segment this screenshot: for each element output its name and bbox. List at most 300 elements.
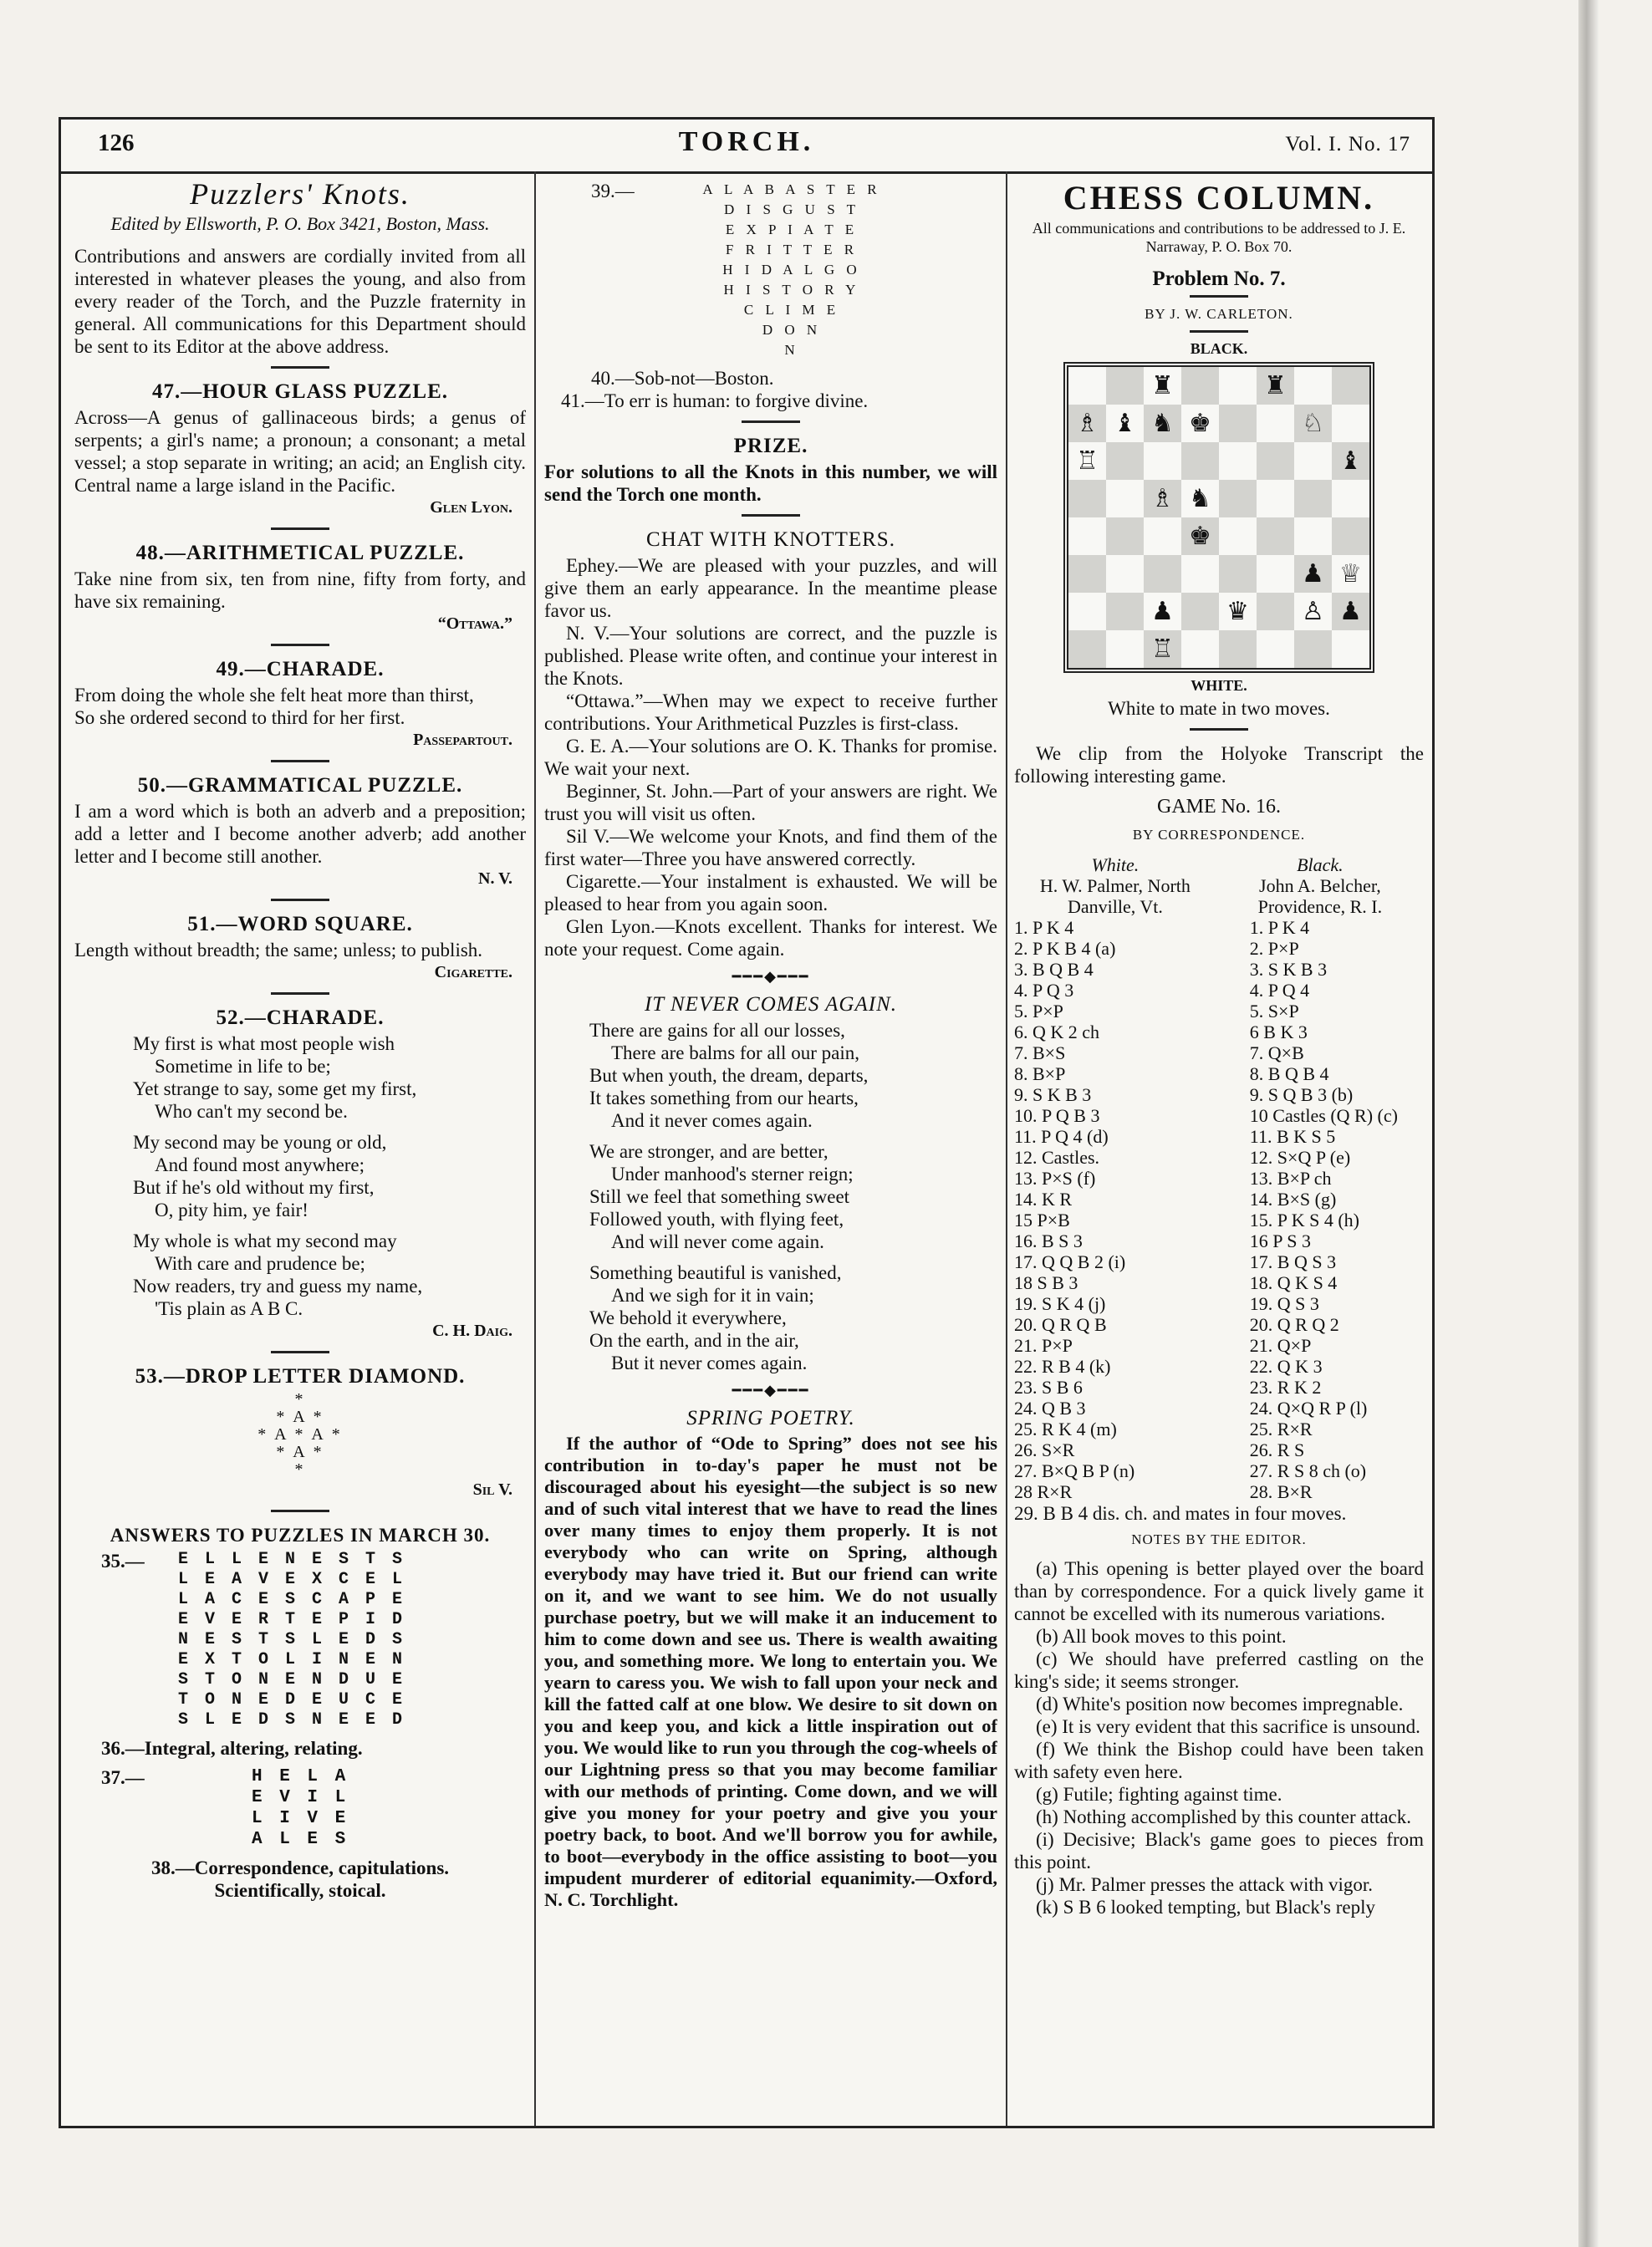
white-move: 27. B×Q B P (n)	[1014, 1460, 1135, 1481]
board-square: ♜	[1257, 367, 1294, 405]
grid-row: H I S T O R Y	[723, 282, 860, 298]
move-row	[1014, 1126, 1424, 1147]
black-heading: Black.	[1297, 854, 1344, 875]
white-player: H. W. Palmer, North Danville, Vt.	[1039, 875, 1191, 917]
chess-board	[1063, 362, 1374, 673]
board-square	[1068, 593, 1106, 630]
move-row	[1014, 959, 1424, 980]
editor-line: Edited by Ellsworth, P. O. Box 3421, Boston, Mass.	[110, 213, 490, 234]
board-square	[1257, 480, 1294, 517]
ornament-divider: ━━━◆━━━	[732, 968, 810, 985]
board-square: ♛	[1219, 593, 1257, 630]
move-row	[1014, 1419, 1424, 1439]
answer-41: 41.—To err is human: to forgive divine.	[561, 390, 869, 411]
black-move: 24. Q×Q R P (l)	[1249, 1398, 1368, 1419]
answers-title: ANSWERS TO PUZZLES IN MARCH 30.	[110, 1525, 491, 1546]
chat-entry: N. V.—Your solutions are correct, and the puzzle is published. Please write often, and continue your interest in the Knots.	[544, 623, 997, 689]
puzzle-title: 49.—CHARADE.	[216, 658, 385, 680]
move-row	[1014, 938, 1424, 959]
move-row	[1014, 1189, 1424, 1210]
white-move: 25. R K 4 (m)	[1014, 1419, 1117, 1439]
grid-row: E V I L	[252, 1788, 349, 1807]
puzzle-title: 52.—CHARADE.	[216, 1006, 385, 1029]
final-move: 29. B B 4 dis. ch. and mates in four moves.	[1014, 1503, 1347, 1524]
move-row	[1014, 1481, 1424, 1502]
notes-title: NOTES BY THE EDITOR.	[1131, 1531, 1307, 1547]
editor-note: (j) Mr. Palmer presses the attack with vigor.	[1036, 1874, 1374, 1895]
verse-line: But if he's old without my first,	[133, 1177, 375, 1198]
puzzle-title: 53.—DROP LETTER DIAMOND.	[135, 1365, 466, 1388]
board-square	[1257, 442, 1294, 480]
chat-entry: Sil V.—We welcome your Knots, and find them of the first water—Three you have answered correctly.	[544, 826, 997, 869]
white-move: 20. Q R Q B	[1014, 1314, 1107, 1335]
board-square: ♟	[1144, 593, 1181, 630]
white-move: 6. Q K 2 ch	[1014, 1022, 1100, 1042]
white-move: 2. P K B 4 (a)	[1014, 938, 1116, 959]
move-row	[1014, 1042, 1424, 1063]
verse-line: My second may be young or old,	[133, 1132, 387, 1153]
puzzle-title: 51.—WORD SQUARE.	[187, 913, 413, 935]
diamond-row: *	[294, 1390, 306, 1409]
move-row	[1014, 1398, 1424, 1419]
verse-line: O, pity him, ye fair!	[155, 1200, 308, 1220]
prize-text: For solutions to all the Knots in this number, we will send the Torch one month.	[544, 461, 997, 505]
board-square	[1219, 630, 1257, 668]
grid-row: D O N	[762, 322, 822, 338]
chat-entry: Ephey.—We are pleased with your puzzles, and will give them an early appearance. In the meantime please favor us.	[544, 555, 997, 621]
board-square: ♙	[1294, 593, 1332, 630]
chess-diagram	[1062, 338, 1376, 697]
editor-note: (f) We think the Bishop could have been taken with safety even here.	[1014, 1739, 1424, 1782]
editor-note: (k) S B 6 looked tempting, but Black's reply	[1036, 1897, 1375, 1918]
board-square: ♖	[1068, 442, 1106, 480]
board-square: ♘	[1294, 405, 1332, 442]
black-move: 15. P K S 4 (h)	[1249, 1210, 1359, 1230]
black-move: 26. R S	[1249, 1439, 1305, 1460]
board-square	[1144, 517, 1181, 555]
puzzle-line: From doing the whole she felt heat more than thirst,	[74, 685, 474, 706]
board-square: ♟	[1294, 555, 1332, 593]
board-square	[1257, 517, 1294, 555]
white-move: 12. Castles.	[1014, 1147, 1100, 1168]
puzzle-signature: Cigarette.	[434, 963, 512, 981]
answer-40: 40.—Sob-not—Boston.	[591, 368, 774, 389]
black-move: 18. Q K S 4	[1249, 1272, 1338, 1293]
board-square	[1106, 555, 1144, 593]
diamond-figure	[74, 1391, 526, 1479]
divider	[742, 420, 800, 423]
puzzle-line: So she ordered second to third for her first.	[74, 707, 405, 728]
board-square: ♝	[1106, 405, 1144, 442]
move-row	[1014, 1230, 1424, 1251]
board-square	[1219, 480, 1257, 517]
white-move: 5. P×P	[1014, 1001, 1063, 1022]
board-square	[1294, 517, 1332, 555]
verse-line: We behold it everywhere,	[589, 1307, 787, 1328]
column-rule	[1006, 171, 1007, 2126]
black-move: 2. P×P	[1249, 938, 1299, 959]
board-square: ♚	[1181, 517, 1219, 555]
column-puzzlers-knots	[74, 180, 526, 2119]
white-move: 13. P×S (f)	[1014, 1168, 1096, 1189]
move-row	[1014, 1377, 1424, 1398]
black-label: BLACK.	[1190, 340, 1248, 357]
black-move: 17. B Q S 3	[1249, 1251, 1337, 1272]
board-square: ♝	[1332, 442, 1369, 480]
answer-grid	[178, 1550, 405, 1730]
board-square: ♜	[1144, 367, 1181, 405]
board-square	[1181, 367, 1219, 405]
board-square	[1106, 593, 1144, 630]
intro-text: Contributions and answers are cordially invited from all interested in whatever pleases the young, and also from every reader of the Torch, and the Puzzle fraternity in general. All communications for this Department should be sent to its Editor at the above address.	[74, 246, 526, 357]
board-square	[1294, 630, 1332, 668]
grid-row: E X P I A T E	[725, 222, 859, 237]
divider	[271, 992, 329, 995]
page-number: 126	[98, 130, 135, 156]
white-move: 14. K R	[1014, 1189, 1073, 1210]
puzzle-signature: C. H. Daig.	[432, 1322, 512, 1340]
page-edge-shadow	[1578, 0, 1598, 2247]
editor-note: (g) Futile; fighting against time.	[1036, 1784, 1282, 1805]
article-title: SPRING POETRY.	[686, 1407, 855, 1429]
black-player: John A. Belcher, Providence, R. I.	[1257, 875, 1383, 917]
volume-label: Vol. I. No. 17	[1285, 133, 1410, 155]
black-move: 19. Q S 3	[1249, 1293, 1319, 1314]
answer-label: 39.—	[591, 181, 635, 201]
chat-entry: “Ottawa.”—When may we expect to receive further contributions. Your Arithmetical Puzzles is first-class.	[544, 690, 997, 734]
white-move: 11. P Q 4 (d)	[1014, 1126, 1109, 1147]
white-move: 18 S B 3	[1014, 1272, 1078, 1293]
divider	[1190, 728, 1248, 731]
verse-line: Something beautiful is vanished,	[589, 1262, 842, 1283]
grid-row: S L E D S N E E D	[178, 1710, 406, 1730]
white-move: 4. P Q 3	[1014, 980, 1074, 1001]
grid-row: L A C E S C A P E	[178, 1590, 406, 1609]
verse-line: Who can't my second be.	[155, 1101, 348, 1122]
diamond-row: * A * A *	[257, 1425, 343, 1444]
board-square	[1106, 367, 1144, 405]
masthead: TORCH.	[678, 126, 815, 157]
board-square: ♗	[1144, 480, 1181, 517]
board-square	[1294, 367, 1332, 405]
grid-row: E L L E N E S T S	[178, 1550, 406, 1569]
answer-38: 38.—Correspondence, capitulations. Scientifically, stoical.	[150, 1857, 450, 1901]
divider	[271, 760, 329, 762]
game-moves-table	[1014, 854, 1424, 1502]
grid-row: D I S G U S T	[724, 201, 859, 217]
board-square	[1068, 555, 1106, 593]
board-square: ♖	[1144, 630, 1181, 668]
chat-entry: Cigarette.—Your instalment is exhausted. We will be pleased to hear from you again soon.	[544, 871, 997, 915]
white-move: 16. B S 3	[1014, 1230, 1083, 1251]
answer-35	[74, 1550, 526, 1730]
divider	[271, 527, 329, 530]
board-square	[1068, 480, 1106, 517]
white-label: WHITE.	[1191, 677, 1247, 694]
board-square	[1068, 630, 1106, 668]
newspaper-page	[59, 117, 1435, 2128]
board-square	[1257, 630, 1294, 668]
verse-line: We are stronger, and are better,	[589, 1141, 829, 1162]
verse-line: There are gains for all our losses,	[589, 1020, 845, 1041]
move-row	[1014, 1001, 1424, 1022]
board-square: ♚	[1181, 405, 1219, 442]
divider	[742, 514, 800, 517]
white-move: 3. B Q B 4	[1014, 959, 1094, 980]
grid-row: F R I T T E R	[725, 242, 859, 257]
poem-verse	[589, 1019, 997, 1374]
black-move: 1. P K 4	[1249, 917, 1310, 938]
answer-37	[74, 1766, 526, 1850]
game-title: GAME No. 16.	[1157, 796, 1281, 818]
grid-row: H I D A L G O	[722, 262, 861, 278]
column-rule	[534, 171, 536, 2126]
board-square	[1106, 442, 1144, 480]
board-square	[1294, 442, 1332, 480]
move-row	[1014, 1168, 1424, 1189]
verse-line: And found most anywhere;	[155, 1154, 365, 1175]
game-subtitle: BY CORRESPONDENCE.	[1132, 827, 1306, 843]
chat-entry: G. E. A.—Your solutions are O. K. Thanks for promise. We wait your next.	[544, 736, 997, 779]
editor-note: (a) This opening is better played over the board than by correspondence. For a quick lively game it cannot be excelled with its numerous variations.	[1014, 1558, 1424, 1624]
board-square	[1332, 480, 1369, 517]
move-row	[1014, 1251, 1424, 1272]
move-row	[1014, 1439, 1424, 1460]
board-square	[1219, 367, 1257, 405]
move-row	[1014, 1293, 1424, 1314]
move-row	[1014, 1460, 1424, 1481]
board-square: ♗	[1068, 405, 1106, 442]
board-square	[1181, 555, 1219, 593]
article-text: If the author of “Ode to Spring” does not see his contribution in to-day's paper he must not be discouraged about his eyesight—the subject is so new and of such vital interest that we have to read the lines over many times to enjoy them properly. It is not everybody who can write on Spring, although everybody may have tried it. But our friend can write on it, and we want to see him. We do not usually purchase poetry, but we will make it an inducement to him to come down and see us. There is wealth awaiting you, and something more. We long to entertain you. We yearn to caress you. We wish to fall upon your neck and kill the fatted calf at one blow. We desire to sit down on you and keep you, and kick a little inspiration out of you. We would like to run you through the cog-wheels of our Lightning press so that you may become familiar with our methods of printing. Come down, and we will give you money for your poetry and give you your poetry back, to boot. And we'll borrow you for awhile, to boot—everybody in the office assisting to boot—you impudent murderer of editorial equanimity.—Oxford, N. C. Torchlight.	[544, 1433, 997, 1910]
verse-line: But when youth, the dream, departs,	[589, 1065, 869, 1086]
verse-line: And we sigh for it in vain;	[611, 1285, 814, 1306]
charade-verse	[133, 1032, 526, 1320]
move-row	[1014, 980, 1424, 1001]
puzzle-text: Length without breadth; the same; unless; to publish.	[74, 940, 483, 960]
white-move: 15 P×B	[1014, 1210, 1070, 1230]
black-move: 20. Q R Q 2	[1249, 1314, 1339, 1335]
editor-note: (b) All book moves to this point.	[1036, 1626, 1287, 1647]
grid-row: A L E S	[252, 1830, 349, 1849]
chess-column-title: CHESS COLUMN.	[1063, 180, 1375, 217]
verse-line: Under manhood's sterner reign;	[611, 1164, 854, 1185]
board-square	[1332, 367, 1369, 405]
grid-row: N E S T S L E D S	[178, 1630, 406, 1649]
board-square	[1219, 555, 1257, 593]
board-square	[1219, 405, 1257, 442]
verse-line: Still we feel that something sweet	[589, 1186, 850, 1207]
board-square	[1294, 480, 1332, 517]
divider	[271, 366, 329, 369]
black-move: 11. B K S 5	[1249, 1126, 1336, 1147]
divider	[271, 644, 329, 646]
move-row	[1014, 1335, 1424, 1356]
verse-line: And will never come again.	[611, 1231, 824, 1252]
editor-note: (d) White's position now becomes impregnable.	[1036, 1694, 1404, 1715]
white-move: 24. Q B 3	[1014, 1398, 1086, 1419]
grid-row: E V E R T E P I D	[178, 1610, 406, 1629]
board-square	[1068, 517, 1106, 555]
verse-line: There are balms for all our pain,	[611, 1042, 859, 1063]
editor-note: (e) It is very evident that this sacrifice is unsound.	[1036, 1716, 1420, 1737]
grid-row: N	[784, 342, 799, 358]
editor-note: (c) We should have preferred castling on the king's side; it seems stronger.	[1014, 1648, 1424, 1692]
board-square: ♕	[1332, 555, 1369, 593]
black-move: 6 B K 3	[1249, 1022, 1308, 1042]
verse-line: 'Tis plain as A B C.	[155, 1298, 303, 1319]
game-intro: We clip from the Holyoke Transcript the following interesting game.	[1014, 743, 1424, 787]
move-row	[1014, 1105, 1424, 1126]
move-row	[1014, 1147, 1424, 1168]
black-move: 27. R S 8 ch (o)	[1249, 1460, 1367, 1481]
prize-title: PRIZE.	[733, 435, 808, 457]
verse-line: Now readers, try and guess my name,	[133, 1276, 423, 1297]
move-row	[1014, 1356, 1424, 1377]
verse-line: Sometime in life to be;	[155, 1056, 331, 1077]
verse-line: My first is what most people wish	[133, 1033, 395, 1054]
chat-entry: Glen Lyon.—Knots excellent. Thanks for interest. We note your request. Come again.	[544, 916, 997, 960]
editor-note: (h) Nothing accomplished by this counter attack.	[1036, 1806, 1412, 1827]
board-square	[1332, 630, 1369, 668]
ornament-divider: ━━━◆━━━	[732, 1382, 810, 1399]
verse-line: On the earth, and in the air,	[589, 1330, 799, 1351]
white-move: 22. R B 4 (k)	[1014, 1356, 1111, 1377]
grid-row: S T O N E N D U E	[178, 1670, 406, 1689]
puzzle-title: 50.—GRAMMATICAL PUZZLE.	[137, 774, 463, 797]
answer-36: 36.—Integral, altering, relating.	[101, 1738, 363, 1759]
black-move: 28. B×R	[1249, 1481, 1313, 1502]
grid-row: T O N E D E U C E	[178, 1690, 406, 1709]
board-square: ♟	[1332, 593, 1369, 630]
white-move: 17. Q Q B 2 (i)	[1014, 1251, 1126, 1272]
board-square	[1219, 442, 1257, 480]
grid-row: C L I M E	[743, 302, 840, 318]
puzzle-text: Across—A genus of gallinaceous birds; a genus of serpents; a girl's name; a pronoun; a consonant; a metal vessel; a stop separate in writing; an acid; an English city. Central name a large island in the Pacific.	[74, 407, 526, 496]
black-move: 16 P S 3	[1249, 1230, 1311, 1251]
board-square	[1181, 442, 1219, 480]
puzzle-title: 47.—HOUR GLASS PUZZLE.	[151, 380, 448, 403]
puzzle-signature: Passepartout.	[413, 731, 512, 749]
diamond-row: * A *	[276, 1408, 324, 1426]
black-move: 10 Castles (Q R) (c)	[1249, 1105, 1398, 1126]
divider	[1190, 295, 1248, 298]
divider	[271, 1510, 329, 1512]
move-row	[1014, 1314, 1424, 1335]
grid-row: L E A V E X C E L	[178, 1570, 406, 1589]
puzzle-signature: Sil V.	[472, 1480, 512, 1499]
puzzle-signature: Glen Lyon.	[430, 498, 512, 517]
column-answers-chat	[544, 180, 997, 2119]
verse-line: And it never comes again.	[611, 1110, 813, 1131]
verse-line: It takes something from our hearts,	[589, 1088, 859, 1108]
board-square	[1144, 442, 1181, 480]
problem-title: Problem No. 7.	[1152, 268, 1286, 290]
editor-note: (i) Decisive; Black's game goes to pieces from this point.	[1014, 1829, 1424, 1872]
move-row	[1014, 1084, 1424, 1105]
move-row	[1014, 1210, 1424, 1230]
verse-line: Followed youth, with flying feet,	[589, 1209, 844, 1230]
answer-label: 35.—	[101, 1551, 145, 1572]
answer-grid	[252, 1766, 349, 1850]
grid-row: H E L A	[252, 1767, 349, 1786]
white-move: 19. S K 4 (j)	[1014, 1293, 1106, 1314]
board-square	[1068, 367, 1106, 405]
white-move: 21. P×P	[1014, 1335, 1073, 1356]
problem-author: BY J. W. CARLETON.	[1145, 306, 1293, 322]
answer-39	[544, 180, 997, 360]
chat-title: CHAT WITH KNOTTERS.	[646, 528, 895, 551]
puzzle-signature: N. V.	[478, 869, 512, 888]
puzzle-text: I am a word which is both an adverb and a preposition; add a letter and I become another adverb; add another letter and I become still another.	[74, 801, 526, 867]
board-square	[1181, 630, 1219, 668]
black-move: 13. B×P ch	[1249, 1168, 1332, 1189]
black-move: 14. B×S (g)	[1249, 1189, 1337, 1210]
puzzle-title: 48.—ARITHMETICAL PUZZLE.	[135, 542, 465, 564]
black-move: 3. S K B 3	[1249, 959, 1328, 980]
divider	[271, 899, 329, 901]
black-move: 21. Q×P	[1249, 1335, 1312, 1356]
board-square: ♞	[1144, 405, 1181, 442]
verse-line: But it never comes again.	[611, 1353, 808, 1373]
answer-label: 37.—	[101, 1767, 145, 1788]
white-move: 23. S B 6	[1014, 1377, 1083, 1398]
diamond-row: *	[294, 1460, 306, 1479]
black-move: 9. S Q B 3 (b)	[1249, 1084, 1354, 1105]
verse-line: My whole is what my second may	[133, 1230, 397, 1251]
chat-entry: Beginner, St. John.—Part of your answers are right. We trust you will visit us often.	[544, 781, 997, 824]
diamond-row: * A *	[276, 1443, 324, 1461]
grid-row: L I V E	[252, 1809, 349, 1828]
board-square	[1332, 405, 1369, 442]
white-move: 1. P K 4	[1014, 917, 1074, 938]
white-move: 8. B×P	[1014, 1063, 1066, 1084]
page-header	[61, 120, 1432, 174]
white-move: 26. S×R	[1014, 1439, 1075, 1460]
white-move: 9. S K B 3	[1014, 1084, 1092, 1105]
divider	[271, 1351, 329, 1353]
board-square	[1332, 517, 1369, 555]
black-move: 12. S×Q P (e)	[1249, 1147, 1351, 1168]
board-square: ♞	[1181, 480, 1219, 517]
board-square	[1181, 593, 1219, 630]
white-move: 10. P Q B 3	[1014, 1105, 1100, 1126]
white-move: 28 R×R	[1014, 1481, 1073, 1502]
problem-caption: White to mate in two moves.	[1108, 698, 1330, 719]
black-move: 23. R K 2	[1249, 1377, 1322, 1398]
verse-line: Yet strange to say, some get my first,	[133, 1078, 417, 1099]
puzzle-text: Take nine from six, ten from nine, fifty from forty, and have six remaining.	[74, 568, 526, 612]
poem-title: IT NEVER COMES AGAIN.	[644, 993, 897, 1016]
board-square	[1219, 517, 1257, 555]
white-move: 7. B×S	[1014, 1042, 1066, 1063]
board-square	[1257, 405, 1294, 442]
black-move: 25. R×R	[1249, 1419, 1313, 1439]
board-square	[1106, 517, 1144, 555]
column-chess	[1014, 180, 1424, 2119]
move-row	[1014, 917, 1424, 938]
black-move: 8. B Q B 4	[1249, 1063, 1329, 1084]
board-square	[1144, 555, 1181, 593]
black-move: 22. Q K 3	[1249, 1356, 1323, 1377]
board-square	[1106, 480, 1144, 517]
verse-line: With care and prudence be;	[155, 1253, 365, 1274]
black-move: 4. P Q 4	[1249, 980, 1310, 1001]
divider	[1190, 330, 1248, 333]
board-square	[1257, 593, 1294, 630]
board-square	[1257, 555, 1294, 593]
move-row	[1014, 1063, 1424, 1084]
